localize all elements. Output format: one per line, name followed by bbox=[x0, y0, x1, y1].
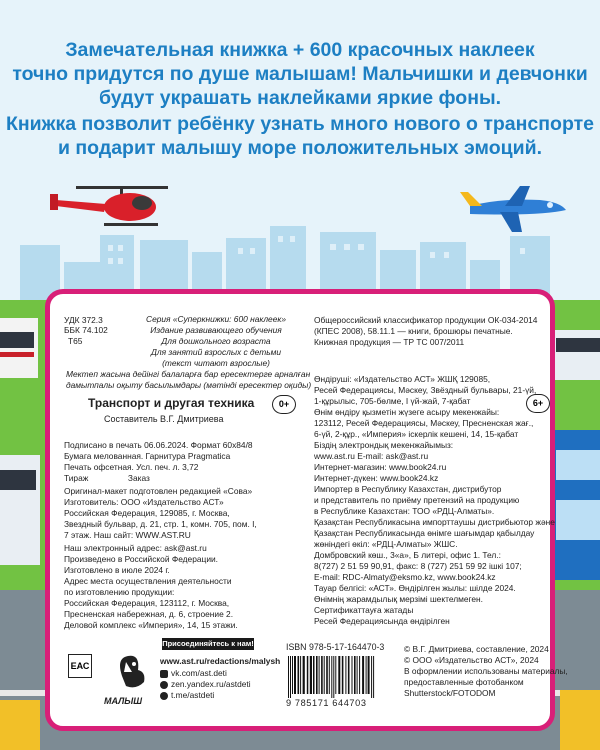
detail-line: Оригинал-макет подготовлен редакцией «Сова» bbox=[64, 486, 253, 496]
barcode-bar bbox=[333, 656, 334, 698]
kz-line: жөніндегі өкіл: «РДЦ-Алматы» ЖШС. bbox=[314, 539, 458, 549]
series-line: Для занятий взрослых с детьми bbox=[150, 347, 282, 357]
barcode-bar bbox=[298, 656, 300, 694]
blurb-line-2: точно придутся по душе малышам! Мальчишки и девчонки bbox=[12, 63, 588, 85]
age-rating-badge: 0+ bbox=[272, 395, 296, 414]
series-line: Для дошкольного возраста bbox=[161, 336, 271, 346]
barcode-bar bbox=[319, 656, 320, 694]
blurb-line-4: Книжка позволит ребёнку узнать много нового о транспорте bbox=[5, 113, 595, 135]
copyright-line: предоставленные фотобанком bbox=[404, 677, 524, 687]
kz-line: Интернет-дүкен: www.book24.kz bbox=[314, 473, 439, 483]
barcode-bar bbox=[366, 656, 367, 694]
detail-line: Произведено в Российской Федерации. bbox=[64, 554, 219, 564]
kz-line: Біздің электрондық мекенжайымыз: bbox=[314, 440, 454, 450]
detail-line: Звездный бульвар, д. 21, стр. 1, комн. 705, пом. I, bbox=[64, 519, 257, 529]
blurb-line-1: Замечательная книжка + 600 красочных наклеек bbox=[65, 39, 535, 61]
kz-line: www.ast.ru E-mail: ask@ast.ru bbox=[314, 451, 429, 461]
kz-line: Тауар белгісі: «АСТ». Өндірілген жылы: шілде 2024. bbox=[314, 583, 516, 593]
barcode-bar bbox=[354, 656, 356, 694]
detail-line: 7 этаж. Наш сайт: WWW.AST.RU bbox=[64, 530, 191, 540]
barcode-bar bbox=[371, 656, 372, 698]
series-line: Издание развивающего обучения bbox=[150, 325, 282, 335]
detail-line: Изготовлено в июле 2024 г. bbox=[64, 565, 170, 575]
detail-line: Деловой комплекс «Империя», 14, 15 этажи. bbox=[64, 620, 238, 630]
age-rating-badge-right: 6+ bbox=[526, 394, 550, 413]
series-line: Серия «Суперкнижки: 600 наклеек» bbox=[146, 314, 286, 324]
barcode-bar bbox=[310, 656, 312, 694]
series-line: Мектеп жасына дейінгі балаларға бар ересектерге арналған bbox=[66, 369, 311, 379]
kz-line: Импортер в Республику Казахстан, дистрибутор bbox=[314, 484, 502, 494]
author-code: Т65 bbox=[68, 336, 83, 346]
barcode-bar bbox=[300, 656, 301, 694]
bbk-code: ББК 74.102 bbox=[64, 325, 108, 335]
isbn: ISBN 978-5-17-164470-3 bbox=[286, 642, 385, 652]
detail-line: Наш электронный адрес: ask@ast.ru bbox=[64, 543, 207, 553]
zen-icon bbox=[160, 681, 168, 689]
barcode-bar bbox=[331, 656, 332, 698]
social-link-vk[interactable]: vk.com/ast.deti bbox=[160, 668, 227, 679]
blurb-line-3: будут украшать наклейками яркие фоны. bbox=[98, 87, 502, 109]
detail-line: Тираж Заказ bbox=[64, 473, 150, 483]
barcode-bar bbox=[359, 656, 360, 694]
detail-line: Пресненская набережная, д. 6, строение 2. bbox=[64, 609, 234, 619]
kz-line: Қазақстан Республикасына импорттаушы дистрибьютор және bbox=[314, 517, 555, 527]
barcode-bar bbox=[373, 656, 374, 698]
series-line: дамытпалы оқыту басылымдары (мәтінді ересектер оқиды) bbox=[66, 380, 312, 390]
social-link-telegram[interactable]: t.me/astdeti bbox=[160, 690, 214, 701]
barcode-bar bbox=[342, 656, 344, 694]
kz-line: Өндіруші: «Издательство АСТ» ЖШҚ 129085, bbox=[314, 374, 491, 384]
barcode-bar bbox=[321, 656, 323, 694]
barcode-bar bbox=[313, 656, 315, 694]
barcode-bar bbox=[362, 656, 364, 694]
classifier-line: (КПЕС 2008), 58.11.1 — книги, брошюры печатные. bbox=[314, 326, 513, 336]
telegram-icon bbox=[160, 692, 168, 700]
airplane-illustration bbox=[460, 186, 566, 232]
classifier-line: Книжная продукция — ТР ТС 007/2011 bbox=[314, 337, 465, 347]
kz-line: Домбровский көш., 3«а», Б литері, офис 1. Тел.: bbox=[314, 550, 501, 560]
detail-line: Российская Федерация, 129085, г. Москва, bbox=[64, 508, 230, 518]
eac-logo: ЕАС bbox=[68, 654, 92, 678]
udk-code: УДК 372.3 bbox=[64, 315, 103, 325]
copyright-line: В оформлении использованы материалы, bbox=[404, 666, 568, 676]
barcode-bar bbox=[303, 656, 305, 694]
book-title: Транспорт и другая техника bbox=[88, 396, 255, 410]
barcode-bar bbox=[292, 656, 293, 694]
barcode-bar bbox=[326, 656, 328, 694]
barcode-bar bbox=[335, 656, 336, 694]
barcode-number: 9 785171 644703 bbox=[286, 698, 367, 708]
barcode bbox=[286, 656, 396, 698]
social-link-site[interactable]: www.ast.ru/redactions/malysh bbox=[160, 656, 281, 666]
copyright-line: © В.Г. Дмитриева, составление, 2024 bbox=[404, 644, 549, 654]
kz-line: 1-құрылыс, 705-бөлме, I үй-жай, 7-қабат bbox=[314, 396, 471, 406]
kz-line: и представитель по приёму претензий на продукцию bbox=[314, 495, 520, 505]
detail-line: Печать офсетная. Усл. печ. л. 3,72 bbox=[64, 462, 199, 472]
kz-line: 8(727) 2 51 59 90,91, факс: 8 (727) 251 59 92 ішкі 107; bbox=[314, 561, 522, 571]
barcode-bar bbox=[294, 656, 296, 694]
kz-line: Өнім өндіру қызметін жүзеге асыру мекенжайы: bbox=[314, 407, 500, 417]
barcode-bar bbox=[357, 656, 358, 694]
detail-line: Российская Федерация, 123112, г. Москва, bbox=[64, 598, 230, 608]
barcode-bar bbox=[345, 656, 346, 694]
detail-line: Подписано в печать 06.06.2024. Формат 60х84/8 bbox=[64, 440, 253, 450]
copyright-line: © ООО «Издательство АСТ», 2024 bbox=[404, 655, 539, 665]
publisher-name: МАЛЫШ bbox=[104, 696, 143, 706]
compiler: Составитель В.Г. Дмитриева bbox=[104, 414, 224, 424]
barcode-bar bbox=[329, 656, 330, 694]
kz-line: E-mail: RDC-Almaty@eksmo.kz, www.book24.kz bbox=[314, 572, 496, 582]
kz-line: 6-үй, 2-құр., «Империя» іскерлік кешені, 14, 15-қабат bbox=[314, 429, 519, 439]
barcode-bar bbox=[348, 656, 350, 694]
social-link-zen[interactable]: zen.yandex.ru/astdeti bbox=[160, 679, 251, 690]
detail-line: Адрес места осуществления деятельности bbox=[64, 576, 232, 586]
kz-line: Өнімнің жарамдылық мерзімі шектелмеген. bbox=[314, 594, 483, 604]
helicopter-illustration bbox=[50, 186, 168, 226]
barcode-bar bbox=[368, 656, 370, 694]
kz-line: Ресей Федерациясында өндірілген bbox=[314, 616, 450, 626]
vk-icon bbox=[160, 670, 168, 678]
barcode-bar bbox=[307, 656, 309, 694]
detail-line: Изготовитель: ООО «Издательство АСТ» bbox=[64, 497, 224, 507]
kz-line: Ресей Федерациясы, Мәскеу, Звёздный бульвары, 21-үй, bbox=[314, 385, 537, 395]
barcode-bar bbox=[290, 656, 291, 698]
imprint-panel bbox=[45, 289, 568, 731]
detail-line: Бумага мелованная. Гарнитура Pragmatica bbox=[64, 451, 231, 461]
barcode-bar bbox=[288, 656, 289, 698]
kz-line: Сертификаттауға жатады bbox=[314, 605, 414, 615]
copyright-line: Shutterstock/FOTODOM bbox=[404, 688, 496, 698]
barcode-bar bbox=[338, 656, 340, 694]
barcode-bar bbox=[324, 656, 325, 694]
kz-line: в Республике Казахстан: ТОО «РДЦ-Алматы». bbox=[314, 506, 495, 516]
kz-line: Қазақстан Республикасында өнімге шағымдар қабылдау bbox=[314, 528, 535, 538]
kz-line: 123112, Ресей Федерациясы, Мәскеу, Пресненская жағ., bbox=[314, 418, 534, 428]
join-us-banner: Присоединяйтесь к нам! bbox=[162, 639, 254, 648]
detail-line: по изготовлению продукции: bbox=[64, 587, 175, 597]
barcode-bar bbox=[316, 656, 318, 694]
blurb-line-5: и подарит малышу море положительных эмоций. bbox=[58, 137, 542, 159]
series-line: (текст читают взрослые) bbox=[162, 358, 270, 368]
classifier-line: Общероссийский классификатор продукции ОК-034-2014 bbox=[314, 315, 538, 325]
kz-line: Интернет-магазин: www.book24.ru bbox=[314, 462, 447, 472]
barcode-bar bbox=[352, 656, 353, 694]
